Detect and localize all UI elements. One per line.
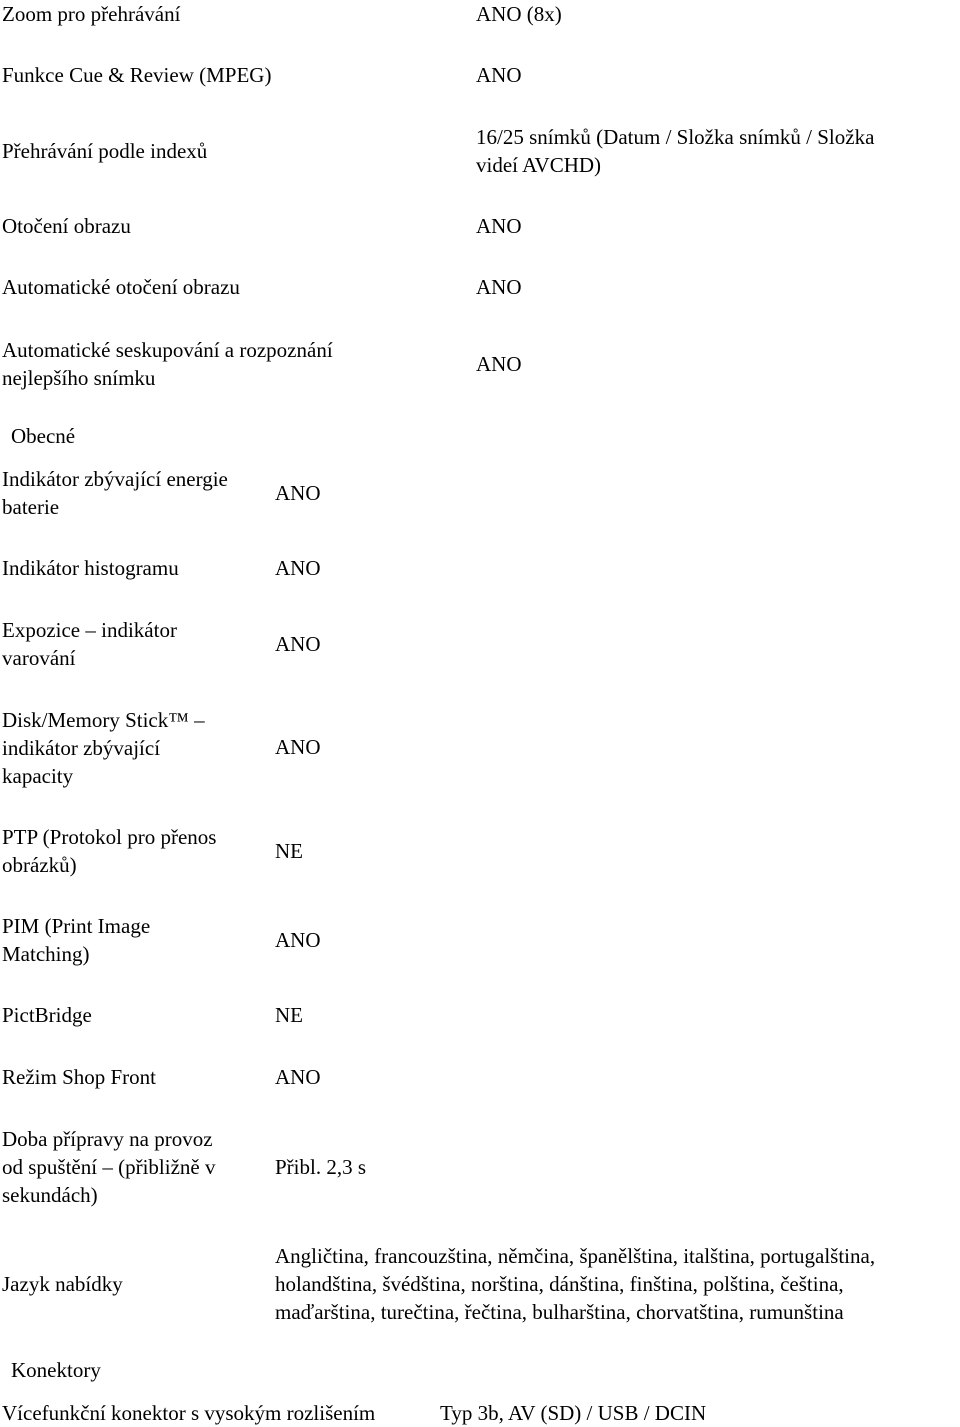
section-heading-connectors: Konektory [11,1358,101,1382]
spec-value: ANO [275,481,321,505]
spec-label-line: indikátor zbývající [2,736,161,760]
spec-value: ANO [275,556,321,580]
spec-value-line: videí AVCHD) [476,153,602,177]
spec-label-line: Indikátor zbývající energie [2,467,228,491]
spec-value: NE [275,1003,303,1027]
spec-label [2,465,228,521]
spec-label: Funkce Cue & Review (MPEG) [2,63,272,87]
spec-value: ANO [476,352,522,376]
spec-label-line: Matching) [2,942,90,966]
spec-label-line: sekundách) [2,1183,98,1207]
spec-label: Režim Shop Front [2,1065,157,1089]
spec-label-line: Disk/Memory Stick™ – [2,708,205,732]
spec-label: Otočení obrazu [2,214,131,238]
spec-label-line: varování [2,646,76,670]
spec-label-line: PTP (Protokol pro přenos [2,825,217,849]
spec-label-line: PIM (Print Image [2,914,151,938]
spec-label-line: Expozice – indikátor [2,618,177,642]
spec-label: Indikátor histogramu [2,556,179,580]
spec-label [2,336,333,392]
spec-value: Přibl. 2,3 s [275,1155,367,1179]
spec-label-line: Automatické seskupování a rozpoznání [2,338,333,362]
spec-label: Vícefunkční konektor s vysokým rozlišením [2,1401,376,1425]
spec-label: Zoom pro přehrávání [2,2,181,26]
spec-value: ANO [275,928,321,952]
spec-label-line: od spuštění – (přibližně v [2,1155,216,1179]
spec-value: ANO [275,1065,321,1089]
spec-value: NE [275,839,303,863]
spec-value-line: Angličtina, francouzština, němčina, španělština, italština, portugalština, [275,1244,876,1268]
spec-value: Typ 3b, AV (SD) / USB / DCIN [440,1401,707,1425]
spec-label [2,823,216,879]
spec-label-line: obrázků) [2,853,77,877]
spec-value: ANO [275,632,321,656]
spec-label: PictBridge [2,1003,92,1027]
spec-label-line: Doba přípravy na provoz [2,1127,213,1151]
spec-label [2,706,205,790]
spec-label [2,616,177,672]
spec-label-line: baterie [2,495,60,519]
spec-value: ANO [476,275,522,299]
spec-value: ANO [275,735,321,759]
spec-label [2,912,150,968]
spec-label: Přehrávání podle indexů [2,139,208,163]
spec-label-line: nejlepšího snímku [2,366,156,390]
spec-label: Automatické otočení obrazu [2,275,240,299]
spec-value [275,1242,875,1326]
spec-value-line: 16/25 snímků (Datum / Složka snímků / Složka [476,125,875,149]
section-heading-general: Obecné [11,424,76,448]
spec-value: ANO [476,214,522,238]
spec-value [476,123,874,179]
spec-label-line: kapacity [2,764,74,788]
spec-label [2,1125,215,1209]
spec-value: ANO [476,63,522,87]
spec-value: ANO (8x) [476,2,562,26]
spec-label: Jazyk nabídky [2,1272,123,1296]
spec-value-line: maďarština, turečtina, řečtina, bulharština, chorvatština, rumunština [275,1300,844,1324]
spec-value-line: holandština, švédština, norština, dánština, finština, polština, čeština, [275,1272,844,1296]
